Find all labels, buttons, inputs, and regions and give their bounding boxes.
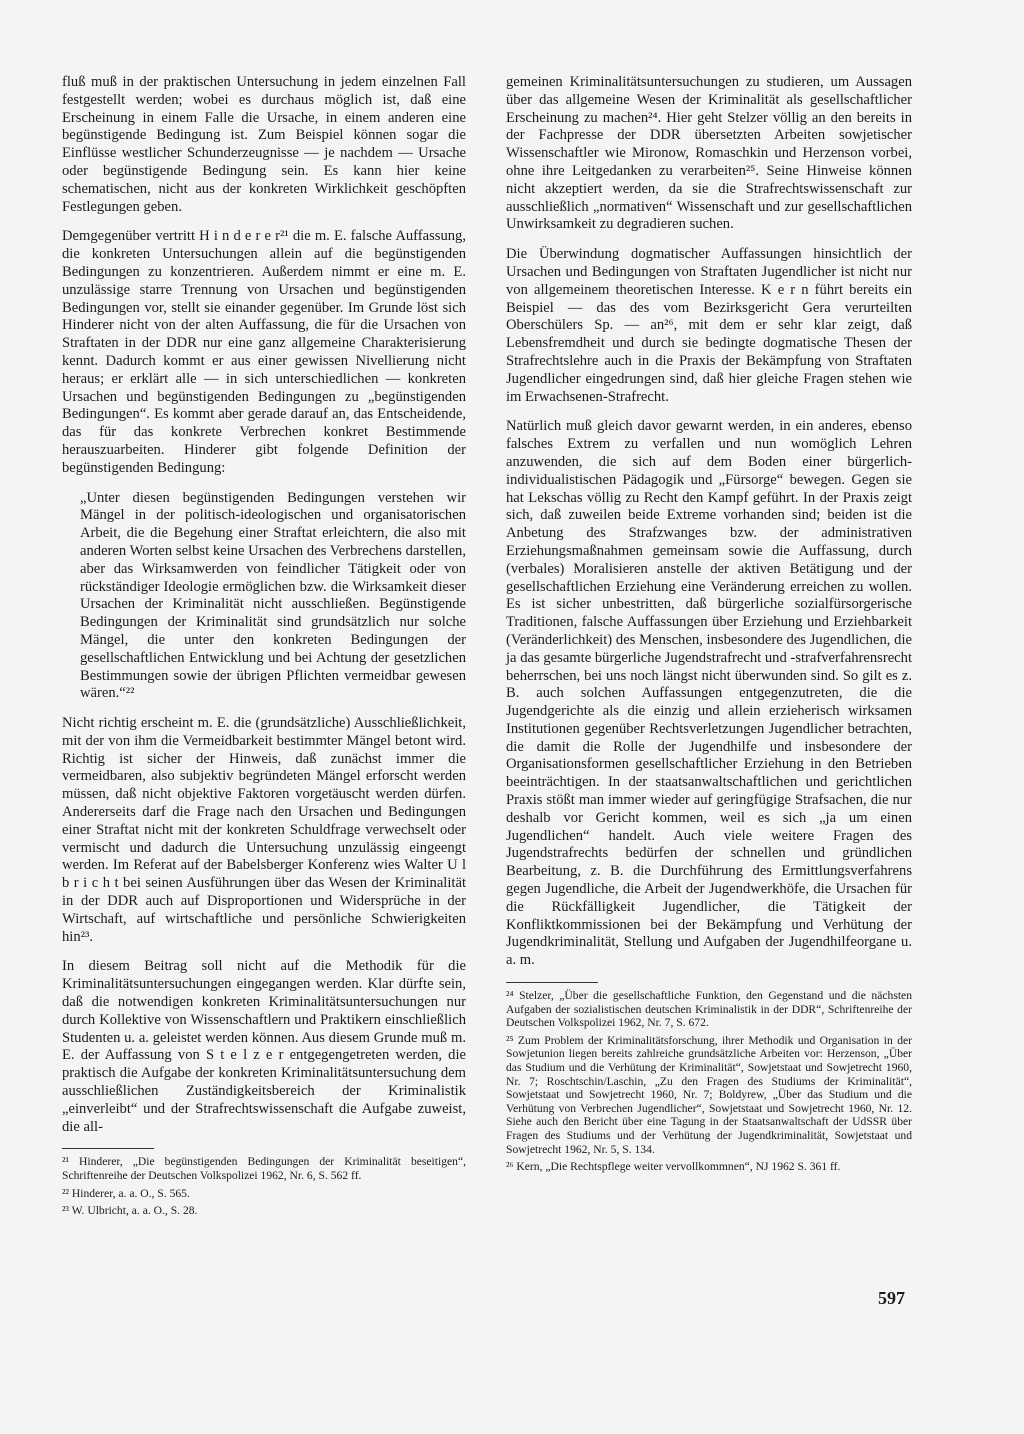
paragraph: Natürlich muß gleich davor gewarnt werden, in ein anderes, ebenso falsches Extrem zu verfallen und nun womöglich Lehren anzuwenden, die sich auf dem Boden einer bürgerlich-individualistischen Pädagogik und „Fürsorge“ bewegen. Gegen sie hat Lekschas völlig zu Recht den Kampf geführt. In der Praxis zeigt sich, daß zuweilen beide Extreme vorhanden sind; beiden ist die Anbetung des Strafzwanges bzw. der administrativen Erziehungsmaßnahmen gemeinsam sowie die Auffassung, durch (verbales) Moralisieren anstelle der aktiven Betätigung und der gesellschaftlichen Erziehung eine Veränderung erreichen zu wollen. Es ist sicher unbestritten, daß bürgerliche sozialfürsorgerische Traditionen, falsche Auffassungen über Erziehung und Erziehbarkeit (Veränderlichkeit) des Menschen, insbesondere des Jugendlichen, die ja das gesamte bürgerliche Jugendstrafrecht und -strafverfahrensrecht beherrschen, bei uns noch längst nicht überwunden sind. So gilt es z. B. auch solchen Auffassungen entgegenzutreten, die die Jugendgerichte als die einzig und allein erzieherisch wirksamen Institutionen gegenüber Rechtsverletzungen Jugendlicher betrachten, die damit die Rolle der Jugendhilfe und insbesondere der Organisationsformen gesellschaftlicher Erziehung in den Betrieben beeinträchtigen. In der staatsanwaltschaftlichen und gerichtlichen Praxis stößt man immer wieder auf geringfügige Strafsachen, die nur deshalb vor Gericht kommen, weil es sich „ja um einen Jugendlichen“ handelt. Auch viele weitere Fragen des Jugendstrafrechts bedürfen der schnellen und gründlichen Bearbeitung, z. B. die Durchführung des Ermittlungsverfahrens gegen Jugendliche, die Arbeit der Jugendwerkhöfe, die Ursachen für die Rückfälligkeit Jugendlicher, die Tätigkeit der Konfliktkommissionen bei der Bekämpfung und Verhütung der Jugendkriminalität, Stellung und Aufgaben der Jugendhilfeorgane u. a. m. xyxy=(506,418,912,969)
paragraph: In diesem Beitrag soll nicht auf die Methodik für die Kriminalitätsuntersuchungen eingegangen werden. Klar dürfte sein, daß die notwendigen konkreten Kriminalitätsuntersuchungen nur durch Kollektive von Wissenschaftlern und Praktikern einschließlich Studenten u. a. geleistet werden können. Aus diesem Grunde muß m. E. der Auffassung von S t e l z e r entgegengetreten werden, die praktisch die Aufgabe der konkreten Kriminalitätsuntersuchung dem ausschließlichen Zuständigkeitsbereich der Kriminalistik „einverleibt“ und der Strafrechtswissenschaft die Aufgabe zuweist, die all- xyxy=(62,958,466,1135)
footnote: ²⁶ Kern, „Die Rechtspflege weiter vervollkommnen“, NJ 1962 S. 361 ff. xyxy=(506,1160,841,1174)
footnote-divider xyxy=(506,982,598,983)
footnotes-right xyxy=(506,989,912,1174)
paragraph: fluß muß in der praktischen Untersuchung in jedem einzelnen Fall festgestellt werden; wobei es durchaus möglich ist, daß eine Erscheinung in einem Falle die Ursache, in einem anderen eine begünstigende Bedingung ist. Zum Beispiel können sogar die Einflüsse westlicher Schunderzeugnisse — je nachdem — Ursache oder begünstigende Bedingung sein. Es kann hier keine schematischen, nicht aus der konkreten Wirklichkeit geschöpften Festlegungen geben. xyxy=(62,74,466,215)
page-number: 597 xyxy=(878,1288,905,1308)
right-column xyxy=(506,74,912,1178)
paragraph: gemeinen Kriminalitätsuntersuchungen zu studieren, um Aussagen über das allgemeine Wesen der Kriminalität als gesellschaftlicher Erscheinung zu machen²⁴. Hier geht Stelzer völlig an den bereits in der Fachpresse der DDR übersetzten Arbeiten sowjetischer Wissenschaftler wie Mironow, Romaschkin und Herzenson vorbei, ohne ihre Leitgedanken zu verarbeiten²⁵. Seine Hinweise können nicht akzeptiert werden, da sie die Strafrechtswissenschaft zur ausschließlich „normativen“ Wissenschaft und zur gesellschaftlichen Unwirksamkeit zu degradieren suchen. xyxy=(506,74,912,233)
footnote: ²⁵ Zum Problem der Kriminalitätsforschung, ihrer Methodik und Organisation in der Sowjetunion liegen bereits zahlreiche grundsätzliche Arbeiten vor: Herzenson, „Über das Studium und die Verhütung der Kriminalität“, Sowjetstaat und Sowjetrecht 1960, Nr. 7; Roschtschin/Laschin, „Zu den Fragen des Studiums der Kriminalität“, Sowjetstaat und Sowjetrecht 1960, Nr. 7; Boldyrew, „Über das Studium und die Verhütung von Verbrechen Jugendlicher“, Sowjetstaat und Sowjetrecht 1960, Nr. 12. Siehe auch den Bericht über eine Tagung in der Staatsanwaltschaft der UdSSR über Fragen des Studiums und der Verhütung der Jugendkriminalität, Sowjetstaat und Sowjetrecht 1962, Nr. 5, S. 134. xyxy=(506,1033,912,1156)
block-quote: „Unter diesen begünstigenden Bedingungen verstehen wir Mängel in der politisch-ideologischen und organisatorischen Arbeit, die die Begehung einer Straftat erleichtern, die also mit anderen Worten selbst keine Ursachen des Verbrechens darstellen, aber das Wirksamwerden von feindlicher Tätigkeit oder von rückständiger Ideologie ermöglichen bzw. die Wirksamkeit dieser Ursachen der Kriminalität nicht ausschließen. Begünstigende Bedingungen der Kriminalität sind grundsätzlich nur solche Mängel, die unter den konkreten Bedingungen der gesellschaftlichen Entwicklung und bei Achtung der gesetzlichen Bestimmungen sowie der übrigen Pflichten vermeidbar gewesen wären.“²² xyxy=(80,489,466,702)
footnote: ²² Hinderer, a. a. O., S. 565. xyxy=(62,1186,190,1200)
footnote: ²¹ Hinderer, „Die begünstigenden Bedingungen der Kriminalität beseitigen“, Schriftenreihe der Deutschen Volkspolizei 1962, Nr. 6, S. 562 ff. xyxy=(62,1155,466,1183)
paragraph: Nicht richtig erscheint m. E. die (grundsätzliche) Ausschließlichkeit, mit der von ihm die Vermeidbarkeit bestimmter Mängel betont wird. Richtig ist sicher der Hinweis, daß zunächst immer die vermeidbaren, also subjektiv begründeten Mängel erforscht werden müssen, daß nicht objektive Faktoren vorgetäuscht werden dürfen. Andererseits darf die Frage nach den Ursachen und Bedingungen einer Straftat nicht mit der konkreten Schuldfrage verwechselt oder vermischt und dadurch die Untersuchung unzulässig eingeengt werden. Im Referat auf der Babelsberger Konferenz wies Walter U l b r i c h t bei seinen Ausführungen über das Wesen der Kriminalität in der DDR auch auf Disproportionen und Widersprüche in der Wirtschaft, auf wirtschaftliche und persönliche Schwierigkeiten hin²³. xyxy=(62,715,466,945)
left-column xyxy=(62,74,466,1222)
paragraph: Die Überwindung dogmatischer Auffassungen hinsichtlich der Ursachen und Bedingungen von Straftaten Jugendlicher ist nicht nur von allgemeinem theoretischen Interesse. K e r n führt bereits ein Beispiel — das des vom Bezirksgericht Gera verurteilten Oberschülers Sp. — an²⁶, mit dem er sehr klar zeigt, daß Lebensfremdheit und durch sie bedingte dogmatische Thesen der Strafrechtslehre auch in die Praxis der Bekämpfung von Straftaten Jugendlicher eingedrungen sind, daß hier gleiche Fragen stehen wie im Erwachsenen-Strafrecht. xyxy=(506,246,912,405)
footnote: ²³ W. Ulbricht, a. a. O., S. 28. xyxy=(62,1204,198,1218)
footnote-divider xyxy=(62,1148,154,1149)
footnote: ²⁴ Stelzer, „Über die gesellschaftliche Funktion, den Gegenstand und die nächsten Aufgaben der sozialistischen deutschen Kriminalistik in der DDR“, Schriftenreihe der Deutschen Volkspolizei 1962, Nr. 7, S. 672. xyxy=(506,989,912,1030)
paragraph: Demgegenüber vertritt H i n d e r e r²¹ die m. E. falsche Auffassung, die konkreten Untersuchungen allein auf die begünstigenden Bedingungen zu konzentrieren. Außerdem nimmt er eine m. E. unzulässige starre Trennung von Ursachen und begünstigenden Bedingungen vor, stellt sie einander gegenüber. Im Grunde löst sich Hinderer nicht von der alten Auffassung, die für die Ursachen von Straftaten in der DDR nur eine ganz allgemeine Charakterisierung kennt. Dadurch kommt er aus einer gewissen Nivellierung nicht heraus; er erklärt alle — in sich unterschiedlichen — konkreten Ursachen und begünstigenden Bedingungen zu „begünstigenden Bedingungen“. Es kommt aber gerade darauf an, das Entscheidende, das für das konkrete Verbrechen konkret Bestimmende herauszuarbeiten. Hinderer gibt folgende Definition der begünstigenden Bedingung: xyxy=(62,228,466,476)
footnotes-left xyxy=(62,1155,466,1217)
